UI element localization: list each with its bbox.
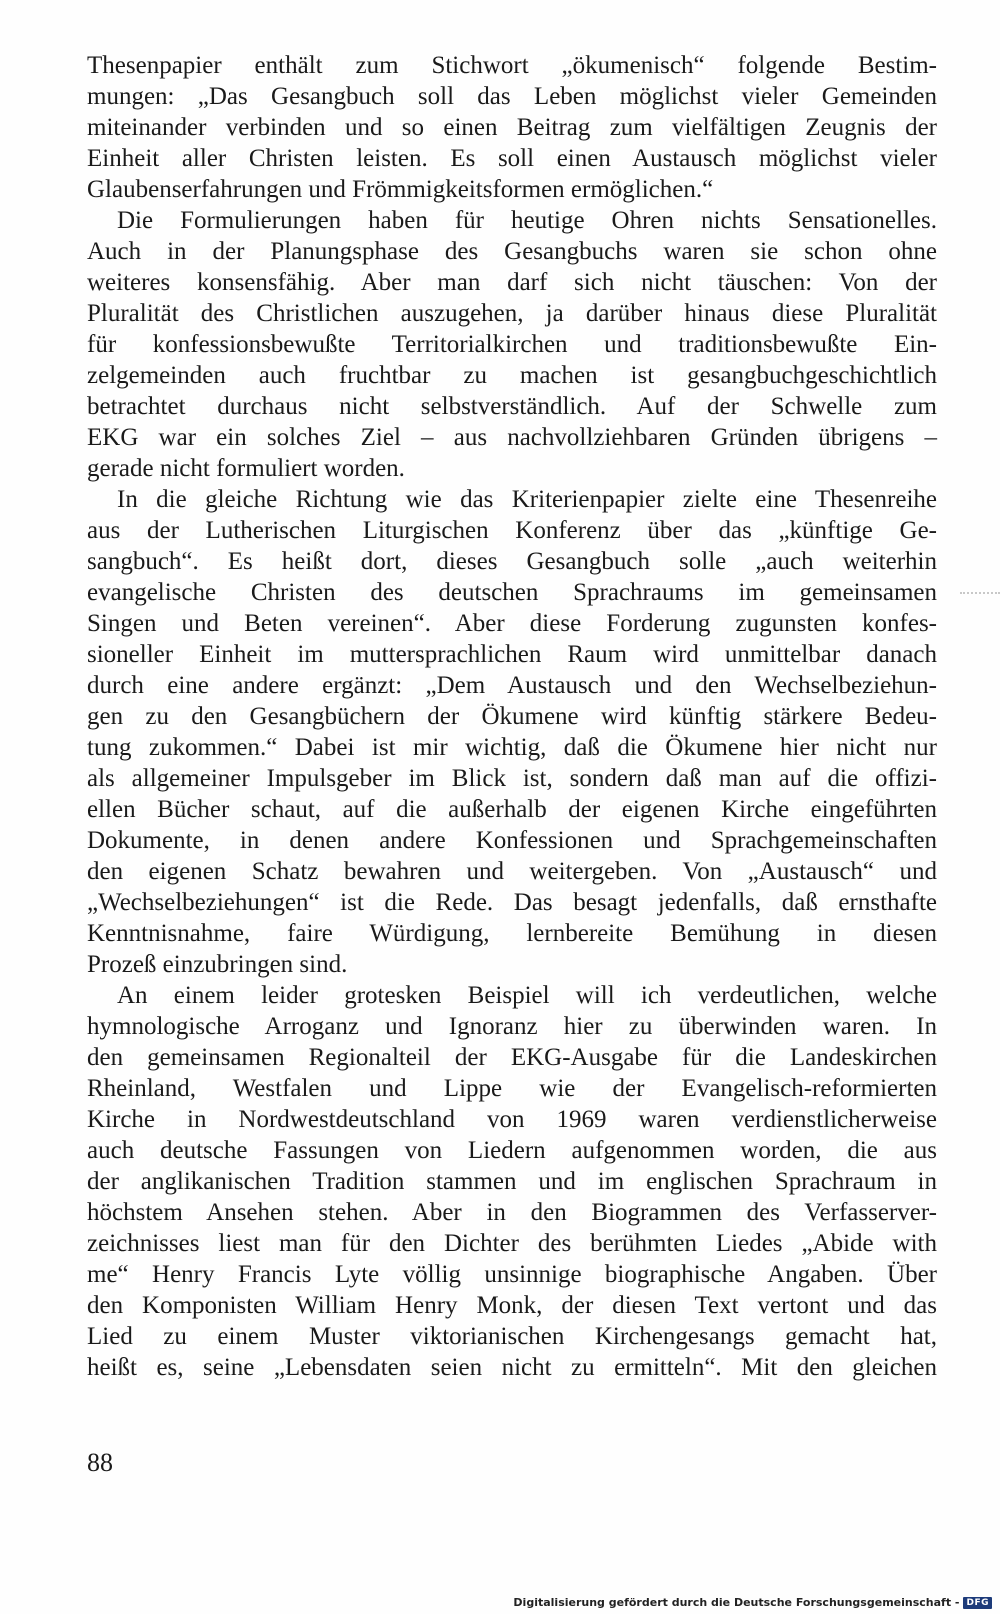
text-line: heißt es, seine „Lebensdaten seien nicht zu ermitteln“. Mit den gleichen — [87, 1354, 937, 1381]
text-line: miteinander verbinden und so einen Beitrag zum vielfältigen Zeugnis der — [87, 114, 937, 141]
text-line: gen zu den Gesangbüchern der Ökumene wird künftig stärkere Bedeu- — [87, 703, 937, 730]
text-line: sangbuch“. Es heißt dort, dieses Gesangbuch solle „auch weiterhin — [87, 548, 937, 575]
text-line: me“ Henry Francis Lyte völlig unsinnige biographische Angaben. Über — [87, 1261, 937, 1288]
text-line: Rheinland, Westfalen und Lippe wie der Evangelisch-reformierten — [87, 1075, 937, 1102]
text-line: für konfessionsbewußte Territorialkirchen und traditionsbewußte Ein- — [87, 331, 937, 358]
text-line: Prozeß einzubringen sind. — [87, 951, 348, 978]
text-line: den eigenen Schatz bewahren und weitergeben. Von „Austausch“ und — [87, 858, 937, 885]
text-line: mungen: „Das Gesangbuch soll das Leben möglichst vieler Gemeinden — [87, 83, 937, 110]
digitization-footer — [513, 1596, 992, 1609]
text-line: Pluralität des Christlichen auszugehen, ja darüber hinaus diese Pluralität — [87, 300, 937, 327]
text-line: Glaubenserfahrungen und Frömmigkeitsformen ermöglichen.“ — [87, 176, 714, 203]
text-line: hymnologische Arroganz und Ignoranz hier zu überwinden waren. In — [87, 1013, 937, 1040]
text-line: höchstem Ansehen stehen. Aber in den Biogrammen des Verfasserver- — [87, 1199, 937, 1226]
text-line: „Wechselbeziehungen“ ist die Rede. Das besagt jedenfalls, daß ernsthafte — [87, 889, 937, 916]
text-line: In die gleiche Richtung wie das Kriterienpapier zielte eine Thesenreihe — [117, 486, 937, 513]
text-line: zelgemeinden auch fruchtbar zu machen ist gesangbuchgeschichtlich — [87, 362, 937, 389]
text-line: der anglikanischen Tradition stammen und im englischen Sprachraum in — [87, 1168, 937, 1195]
body-text — [87, 50, 937, 1383]
text-line: Kenntnisnahme, faire Würdigung, lernbereite Bemühung in diesen — [87, 920, 937, 947]
text-line: durch eine andere ergänzt: „Dem Austausch und den Wechselbeziehun- — [87, 672, 937, 699]
text-line: ellen Bücher schaut, auf die außerhalb der eigenen Kirche eingeführten — [87, 796, 937, 823]
text-line: Thesenpapier enthält zum Stichwort „ökumenisch“ folgende Bestim- — [87, 52, 937, 79]
footer-text: Digitalisierung gefördert durch die Deutsche Forschungsgemeinschaft - — [513, 1596, 960, 1609]
text-line: Kirche in Nordwestdeutschland von 1969 waren verdienstlicherweise — [87, 1106, 937, 1133]
text-line: auch deutsche Fassungen von Liedern aufgenommen worden, die aus — [87, 1137, 937, 1164]
text-line: sioneller Einheit im muttersprachlichen Raum wird unmittelbar danach — [87, 641, 937, 668]
text-line: Singen und Beten vereinen“. Aber diese Forderung zugunsten konfes- — [87, 610, 937, 637]
text-line: aus der Lutherischen Liturgischen Konferenz über das „künftige Ge- — [87, 517, 937, 544]
text-line: evangelische Christen des deutschen Sprachraums im gemeinsamen — [87, 579, 937, 606]
dfg-logo: DFG — [963, 1597, 992, 1609]
text-line: betrachtet durchaus nicht selbstverständlich. Auf der Schwelle zum — [87, 393, 937, 420]
text-line: Einheit aller Christen leisten. Es soll einen Austausch möglichst vieler — [87, 145, 937, 172]
text-line: zeichnisses liest man für den Dichter des berühmten Liedes „Abide with — [87, 1230, 937, 1257]
text-line: Die Formulierungen haben für heutige Ohren nichts Sensationelles. — [117, 207, 937, 234]
page-number: 88 — [87, 1448, 113, 1477]
text-line: den gemeinsamen Regionalteil der EKG-Ausgabe für die Landeskirchen — [87, 1044, 937, 1071]
text-line: weiteres konsensfähig. Aber man darf sich nicht täuschen: Von der — [87, 269, 937, 296]
text-line: Lied zu einem Muster viktorianischen Kirchengesangs gemacht hat, — [87, 1323, 937, 1350]
text-line: als allgemeiner Impulsgeber im Blick ist, sondern daß man auf die offizi- — [87, 765, 937, 792]
text-line: gerade nicht formuliert worden. — [87, 455, 405, 482]
text-line: An einem leider grotesken Beispiel will ich verdeutlichen, welche — [117, 982, 937, 1009]
margin-marker — [960, 592, 1000, 596]
text-line: Dokumente, in denen andere Konfessionen und Sprachgemeinschaften — [87, 827, 937, 854]
text-line: Auch in der Planungsphase des Gesangbuchs waren sie schon ohne — [87, 238, 937, 265]
text-line: EKG war ein solches Ziel – aus nachvollziehbaren Gründen übrigens – — [87, 424, 937, 451]
text-line: den Komponisten William Henry Monk, der diesen Text vertont und das — [87, 1292, 937, 1319]
text-line: tung zukommen.“ Dabei ist mir wichtig, daß die Ökumene hier nicht nur — [87, 734, 937, 761]
